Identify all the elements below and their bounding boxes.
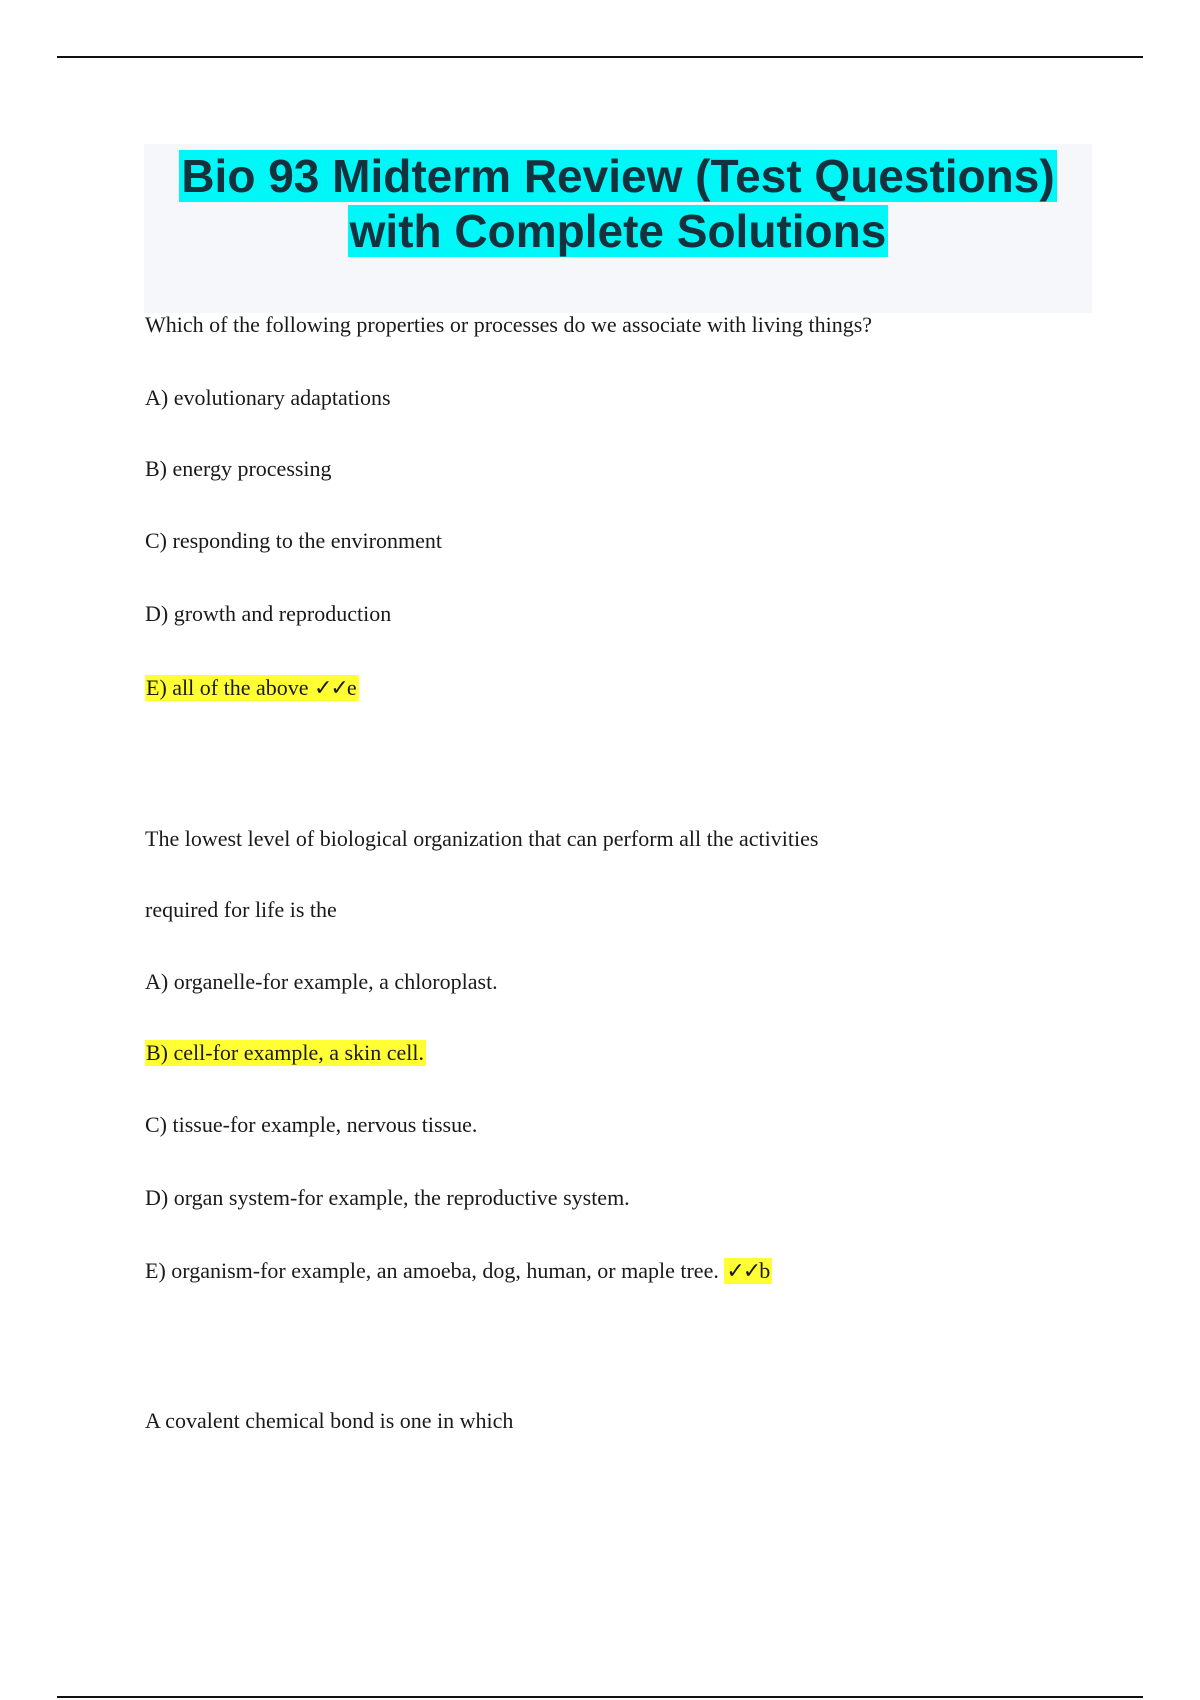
- question-1-option-b: B) energy processing: [145, 456, 332, 481]
- question-2-answer-highlight: [724, 1258, 772, 1284]
- question-1-stem: Which of the following properties or processes do we associate with living things?: [145, 312, 873, 337]
- answer-check-icon: ✓✓: [314, 676, 347, 701]
- question-2-option-b: [145, 1040, 426, 1066]
- question-1-option-c: C) responding to the environment: [145, 528, 442, 553]
- question-1-option-e-text: E) all of the above: [146, 675, 309, 700]
- page-title-line-2: with Complete Solutions: [349, 205, 887, 257]
- top-rule: [57, 56, 1143, 58]
- page-title-line-1: Bio 93 Midterm Review (Test Questions): [181, 150, 1055, 202]
- answer-check-icon: ✓✓: [726, 1259, 760, 1284]
- question-3-stem: A covalent chemical bond is one in which: [145, 1408, 514, 1433]
- question-1-option-d: D) growth and reproduction: [145, 601, 392, 626]
- question-2-option-e-text: E) organism-for example, an amoeba, dog, human, or maple tree.: [145, 1258, 719, 1283]
- question-2-option-b-highlight: B) cell-for example, a skin cell.: [146, 1040, 424, 1065]
- question-2-option-c: C) tissue-for example, nervous tissue.: [145, 1112, 478, 1137]
- question-2-option-a: A) organelle-for example, a chloroplast.: [145, 969, 498, 994]
- question-1-answer-highlight: [145, 675, 359, 701]
- question-2-option-d: D) organ system-for example, the reproductive system.: [145, 1185, 630, 1210]
- question-2-stem-line-2: required for life is the: [145, 897, 337, 922]
- question-1-option-a: A) evolutionary adaptations: [145, 385, 391, 410]
- question-2-answer-letter: b: [759, 1258, 771, 1283]
- bottom-rule: [57, 1696, 1143, 1698]
- question-2-stem-line-1: The lowest level of biological organization that can perform all the activities: [145, 826, 819, 851]
- title-block: [144, 144, 1092, 313]
- question-1-option-e: [145, 675, 359, 702]
- question-2-option-e: [145, 1258, 772, 1285]
- question-1-answer-letter: e: [346, 675, 357, 700]
